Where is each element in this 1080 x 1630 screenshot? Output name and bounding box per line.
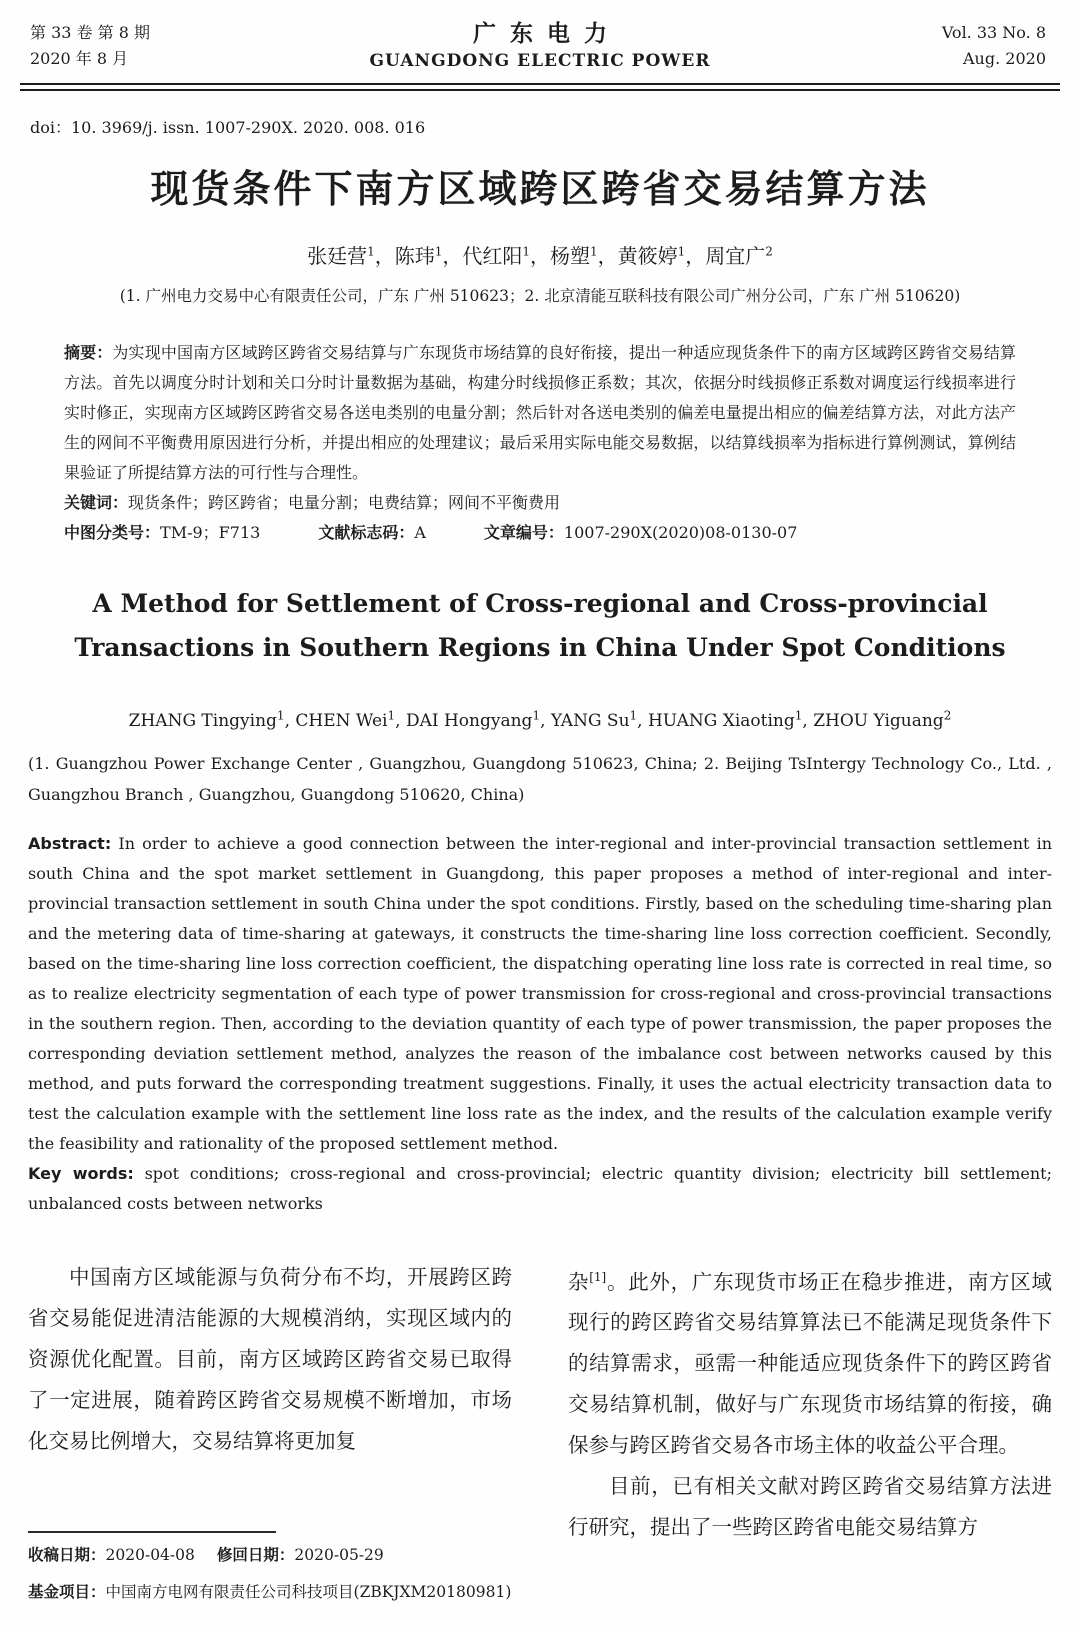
footnote-fund: 基金项目：中国南方电网有限责任公司科技项目(ZBKJXM20180981) <box>28 1582 512 1601</box>
journal-title-cn: 广东电力 <box>473 21 621 47</box>
clc-number: 中图分类号：TM-9；F713 <box>64 523 261 542</box>
author-cn: 杨塑$^1$， <box>550 244 618 268</box>
body-paragraph: 杂[1]。此外，广东现货市场正在稳步推进，南方区域现行的跨区跨省交易结算算法已不能满足现货条件下的结算需求，亟需一种能适应现货条件下的跨区跨省交易结算机制，做好与广东现货市场结算的衔接，确保参与跨区跨省交易各市场主体的收益公平合理。 <box>568 1269 1053 1458</box>
author-cn: 张廷营$^1$， <box>307 244 395 268</box>
abstract-en-label: Abstract: <box>28 833 112 853</box>
author-cn: 代红阳$^1$， <box>462 244 550 268</box>
author-en: CHEN Wei$^1$, <box>295 708 406 731</box>
masthead-right <box>830 20 1050 72</box>
body-column-left <box>28 1257 512 1607</box>
body-column-right <box>568 1257 1052 1607</box>
article-title-en: A Method for Settlement of Cross-regional and Cross-provincial Transactions in Southern Regions in China Under Spot Conditions <box>74 589 1006 662</box>
author-cn: 周宜广$^2$ <box>705 244 773 268</box>
body-paragraph: 目前，已有相关文献对跨区跨省交易结算方法进行研究，提出了一些跨区跨省电能交易结算方 <box>568 1474 1052 1540</box>
keywords-cn <box>64 488 1016 518</box>
volume-issue-cn: 第 33 卷 第 8 期 <box>30 23 150 42</box>
authors-en <box>0 708 1080 731</box>
keywords-en-text: spot conditions; cross-regional and cross-provincial; electric quantity division; electricity bill settlement; unbalanced costs between networks <box>28 1163 1052 1213</box>
keywords-cn-label: 关键词： <box>64 493 129 512</box>
volume-issue-en: Vol. 33 No. 8 <box>941 23 1046 42</box>
article-id: 文章编号：1007-290X(2020)08-0130-07 <box>483 523 798 542</box>
classification-row <box>64 518 1016 548</box>
author-en: ZHANG Tingying$^1$, <box>128 708 296 731</box>
header-double-rule <box>20 83 1060 91</box>
keywords-en-label: Key words: <box>28 1163 134 1183</box>
author-cn: 陈玮$^1$， <box>394 244 463 268</box>
body-paragraph: 中国南方区域能源与负荷分布不均，开展跨区跨省交易能促进清洁能源的大规模消纳，实现区域内的资源优化配置。目前，南方区域跨区跨省交易已取得了一定进展，随着跨区跨省交易规模不断增加，市场化交易比例增大，交易结算将更加复 <box>28 1264 512 1453</box>
author-en: DAI Hongyang$^1$, <box>405 708 551 731</box>
doi-line: doi：10. 3969/j. issn. 1007-290X. 2020. 008. 016 <box>30 118 426 137</box>
footnote-dates: 收稿日期：2020-04-08 修回日期：2020-05-29 <box>28 1545 384 1564</box>
affiliation-cn: (1. 广州电力交易中心有限责任公司，广东 广州 510623；2. 北京清能互联科技有限公司广州分公司，广东 广州 510620) <box>119 287 961 305</box>
journal-masthead <box>0 0 1080 74</box>
affiliation-en: (1. Guangzhou Power Exchange Center , Guangzhou, Guangdong 510623, China; 2. Beijing TsIntergy Technology Co., Ltd. , Guangzhou Branch , Guangzhou, Guangdong 510620, China) <box>28 753 1052 804</box>
keywords-en <box>28 1159 1052 1219</box>
footnote-block <box>28 1531 512 1607</box>
masthead-left <box>30 20 250 72</box>
abstract-cn-label: 摘要： <box>64 343 113 362</box>
abstract-en-text: In order to achieve a good connection between the inter-regional and inter-provincial transaction settlement in south China and the spot market settlement in Guangdong, this paper proposes a method of inter-regional and inter-provincial transaction settlement in south China under the spot conditions. Firstly, based on the scheduling time-sharing plan and the metering data of time-sharing at gateways, it constructs the time-sharing line loss correction coefficient. Secondly, based on the time-sharing line loss correction coefficient, the dispatching operating line loss rate is corrected in real time, so as to realize electricity segmentation of each type of power transmission for cross-regional and cross-provincial transactions in the southern region. Then, according to the deviation quantity of each type of power transmission, the paper proposes the corresponding deviation settlement method, analyzes the reason of the imbalance cost between networks caused by this method, and puts forward the corresponding treatment suggestions. Finally, it uses the actual electricity transaction data to test the calculation example with the settlement line loss rate as the index, and the results of the calculation example verify the feasibility and rationality of the proposed settlement method. <box>28 833 1053 1153</box>
date-cn: 2020 年 8 月 <box>30 49 129 68</box>
masthead-center <box>250 20 830 74</box>
document-code: 文献标志码：A <box>318 523 426 542</box>
author-en: ZHOU Yiguang$^2$ <box>813 708 952 731</box>
abstract-cn <box>64 338 1016 488</box>
footnote-rule <box>28 1531 276 1533</box>
abstract-en <box>28 829 1052 1159</box>
body-columns <box>28 1257 1052 1607</box>
keywords-cn-text: 现货条件；跨区跨省；电量分割；电费结算；网间不平衡费用 <box>128 493 561 512</box>
abstract-cn-text: 为实现中国南方区域跨区跨省交易结算与广东现货市场结算的良好衔接，提出一种适应现货条件下的南方区域跨区跨省交易结算方法。首先以调度分时计划和关口分时计量数据为基础，构建分时线损修正系数；其次，依据分时线损修正系数对调度运行线损率进行实时修正，实现南方区域跨区跨省交易各送电类别的电量分割；然后针对各送电类别的偏差电量提出相应的偏差结算方法，对此方法产生的网间不平衡费用原因进行分析，并提出相应的处理建议；最后采用实际电能交易数据，以结算线损率为指标进行算例测试，算例结果验证了所提结算方法的可行性与合理性。 <box>64 343 1016 482</box>
author-en: YANG Su$^1$, <box>550 708 648 731</box>
author-cn: 黄筱婷$^1$， <box>617 244 706 268</box>
reference-marker: [1] <box>589 1269 607 1284</box>
article-title-cn: 现货条件下南方区域跨区跨省交易结算方法 <box>150 166 930 211</box>
date-en: Aug. 2020 <box>963 49 1046 68</box>
journal-title-en: GUANGDONG ELECTRIC POWER <box>369 51 711 71</box>
authors-cn <box>0 240 1080 269</box>
author-en: HUANG Xiaoting$^1$, <box>647 708 814 731</box>
